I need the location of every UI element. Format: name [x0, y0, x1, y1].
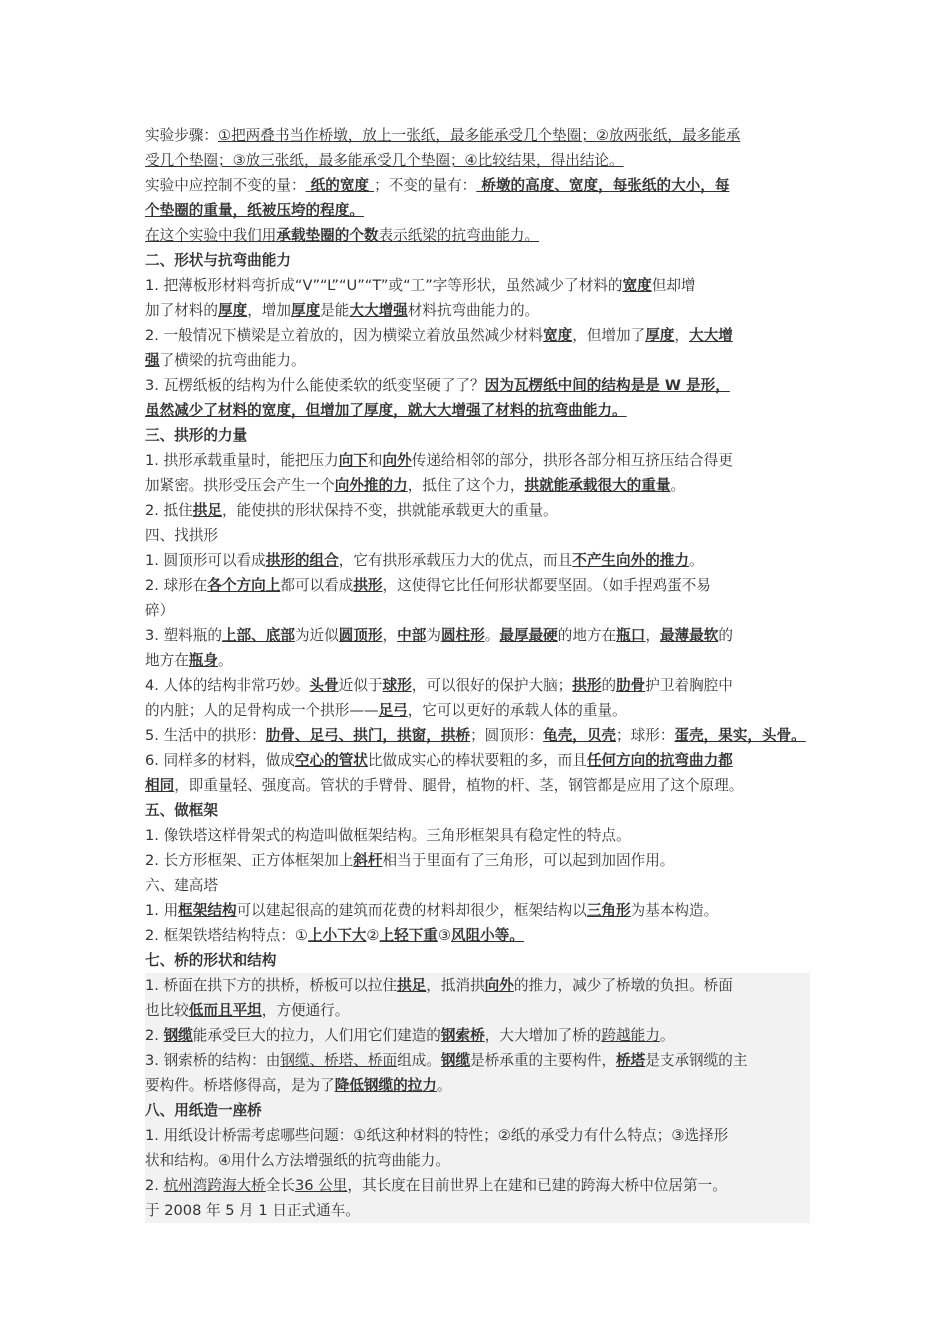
text-run: 钢缆	[440, 1052, 471, 1069]
text-run: 1. 桥面在拱下方的拱桥，桥板可以拉住	[145, 977, 398, 994]
text-line	[145, 523, 810, 548]
text-run: 为基本构造。	[630, 902, 719, 919]
text-run: 拱足	[192, 502, 222, 519]
text-run: 2. 长方形框架、正方体框架加上	[145, 852, 354, 869]
text-line	[145, 298, 810, 323]
text-run: ，	[382, 627, 398, 644]
text-run: 七、桥的形状和结构	[145, 952, 277, 969]
text-run: 任何方向的抗弯曲力都	[586, 752, 733, 769]
text-run: ，	[645, 627, 660, 644]
text-run: 于 2008 年 5 月 1 日正式通车。	[145, 1202, 360, 1219]
text-run: 。	[218, 652, 233, 669]
text-run: 2. 球形在	[145, 577, 208, 594]
text-line	[145, 1098, 810, 1123]
text-line	[145, 448, 810, 473]
text-run: 实验中应控制不变的量：	[145, 177, 306, 194]
text-run: ②	[366, 927, 380, 944]
text-run: 大大增	[689, 327, 733, 344]
text-line	[145, 973, 810, 998]
text-line	[145, 598, 810, 623]
text-run: 1. 圆顶形可以看成	[145, 552, 266, 569]
text-run: 杭州湾跨海大桥	[163, 1177, 266, 1194]
text-run: ，即重量轻、强度高。管状的手臂骨、腿骨，植物的杆、茎，钢管都是应用了这个原理。	[174, 777, 744, 794]
text-line	[145, 923, 810, 948]
text-line	[145, 473, 810, 498]
text-run: 在这个实验中我们用	[145, 227, 277, 244]
text-run: 的内脏；人的足骨构成一个拱形——	[145, 702, 379, 719]
text-run: 为	[426, 627, 441, 644]
text-run: ，抵住了这个力，	[407, 477, 525, 494]
text-run: 2. 一般情况下横梁是立着放的，因为横梁立着放虽然减少材料	[145, 327, 544, 344]
text-run: 拱形	[572, 677, 602, 694]
text-run: ；圆顶形：	[470, 727, 544, 744]
text-run: ，它可以更好的承载人体的重量。	[407, 702, 627, 719]
text-run: ，这使得它比任何形状都要坚固。（如手捏鸡蛋不易	[382, 577, 711, 594]
text-run: 足弓	[378, 702, 408, 719]
text-run: 碎）	[145, 602, 175, 619]
text-run: 桥塔	[616, 1052, 646, 1069]
text-line	[145, 423, 810, 448]
text-run: 跨越能力	[601, 1027, 660, 1044]
text-run: 材料抗弯曲能力的。	[407, 302, 540, 319]
text-run: 1. 用	[145, 902, 179, 919]
text-run: ，抵消拱	[426, 977, 485, 994]
text-run: 厚度	[290, 302, 321, 319]
text-run: 。	[670, 477, 686, 494]
text-line	[145, 1023, 810, 1048]
text-run: 斜杆	[353, 852, 383, 869]
text-run: ，能使拱的形状保持不变，拱就能承载更大的重量。	[221, 502, 558, 519]
text-run: 受几个垫圈；③放三张纸，最多能承受几个垫圈；④比较结果，得出结论。	[145, 152, 624, 169]
text-line	[145, 623, 810, 648]
text-line	[145, 1148, 810, 1173]
text-run: ①把两叠书当作桥墩，放上一张纸，最多能承受几个垫圈；②放两张纸，最多能承	[217, 127, 741, 144]
text-run: 圆顶形	[338, 627, 383, 644]
text-run: 向下	[338, 452, 368, 469]
text-line	[145, 323, 810, 348]
text-run: 三、拱形的力量	[145, 427, 248, 444]
text-run: 桥墩的高度、宽度，每张纸的大小，每	[476, 177, 730, 194]
text-run: 强	[145, 352, 160, 369]
text-run: 实验步骤：	[145, 127, 218, 144]
text-run: ，可以很好的保护大脑；	[411, 677, 573, 694]
text-run: 全长	[265, 1177, 295, 1194]
text-run: 龟壳，贝壳	[543, 727, 617, 744]
text-run: 的地方在	[557, 627, 617, 644]
text-run: 球形	[382, 677, 412, 694]
text-run: 虽然减少了材料的宽度，但增加了厚度，就大大增强了材料的抗弯曲能力。	[145, 402, 627, 419]
text-run: 加紧密。拱形受压会产生一个	[145, 477, 335, 494]
text-run: 都可以看成	[280, 577, 354, 594]
text-run: 向外	[484, 977, 514, 994]
text-line	[145, 173, 810, 198]
text-run: 框架结构	[178, 902, 237, 919]
text-run: 瓶口	[616, 627, 646, 644]
text-run: ，其长度在目前世界上在建和已建的跨海大桥中位居第一。	[347, 1177, 727, 1194]
text-run: 最厚最硬	[499, 627, 558, 644]
text-run: 拱形	[353, 577, 383, 594]
text-run: 2. 框架铁塔结构特点：①	[145, 927, 308, 944]
text-run: 钢缆	[163, 1027, 193, 1044]
text-line	[145, 673, 810, 698]
text-run: ，	[674, 327, 690, 344]
text-line	[145, 223, 810, 248]
text-run: 五、做框架	[145, 802, 218, 819]
text-run: ，方便通行。	[261, 1002, 350, 1019]
text-run: 比做成实心的棒状要粗的多，而且	[367, 752, 587, 769]
text-run: 蛋壳，果实，头骨。	[674, 727, 806, 744]
text-run: 各个方向上	[207, 577, 281, 594]
document-page	[145, 123, 810, 1223]
text-run: 大大增强	[349, 302, 408, 319]
text-run: 护卫着胸腔中	[645, 677, 733, 694]
text-run: 36 公里	[294, 1177, 348, 1194]
text-line	[145, 1173, 810, 1198]
text-run: 要构件。桥塔修得高，是为了	[145, 1077, 335, 1094]
text-run: 八、用纸造一座桥	[145, 1102, 262, 1119]
text-line	[145, 548, 810, 573]
text-run: 组成。	[397, 1052, 441, 1069]
text-run: 地方在	[145, 652, 189, 669]
text-line	[145, 348, 810, 373]
text-run: 1. 像铁塔这样骨架式的构造叫做框架结构。三角形框架具有稳定性的特点。	[145, 827, 631, 844]
text-run: 三角形	[586, 902, 631, 919]
text-run: 能承受巨大的拉力，人们用它们建造的	[192, 1027, 441, 1044]
text-run: 状和结构。④用什么方法增强纸的抗弯曲能力。	[145, 1152, 450, 1169]
text-line	[145, 273, 810, 298]
text-run: 最薄最软	[659, 627, 719, 644]
text-line	[145, 823, 810, 848]
text-run: 肋骨、足弓、拱门，拱窗，拱桥	[265, 727, 471, 744]
text-run: 表示纸梁的抗弯曲能力。	[378, 227, 540, 244]
text-run: 是支承钢缆的主	[645, 1052, 748, 1069]
text-run: 宽度	[543, 327, 573, 344]
text-run: 降低钢缆的拉力	[334, 1077, 437, 1094]
text-run: ；不变的量有：	[374, 177, 477, 194]
text-run: 相当于里面有了三角形，可以起到加固作用。	[382, 852, 675, 869]
text-run: 。	[659, 1027, 675, 1044]
text-run: ，增加	[247, 302, 291, 319]
text-line	[145, 148, 810, 173]
text-line	[145, 1048, 810, 1073]
text-line	[145, 723, 810, 748]
text-run: 。	[484, 627, 500, 644]
text-run: 1. 把薄板形材料弯折成“V”“L”“U”“T”或“工”字等形状，虽然减少了材料的	[145, 277, 623, 294]
text-run: ③	[437, 927, 451, 944]
text-run: 钢索桥	[440, 1027, 485, 1044]
text-run: 上部、底部	[221, 627, 295, 644]
text-run: 向外	[382, 452, 412, 469]
text-line	[145, 398, 810, 423]
text-run: 也比较	[145, 1002, 189, 1019]
text-run: 个垫圈的重量，纸被压垮的程度。	[145, 202, 364, 219]
text-run: 但却增	[651, 277, 696, 294]
text-run: 钢缆、桥塔、桥面	[280, 1052, 398, 1069]
text-run: 2.	[145, 1177, 164, 1194]
text-run: 宽度	[622, 277, 652, 294]
text-run: 2. 抵住	[145, 502, 193, 519]
text-line	[145, 1198, 810, 1223]
text-run: 1. 用纸设计桥需考虑哪些问题：①纸这种材料的特性；②纸的承受力有什么特点；③选择形	[145, 1127, 729, 1144]
text-run: 承载垫圈的个数	[276, 227, 379, 244]
text-run: ，它有拱形承载压力大的优点，而且	[338, 552, 573, 569]
text-run: 上轻下重	[379, 927, 438, 944]
text-run: 为近似	[294, 627, 339, 644]
text-line	[145, 798, 810, 823]
text-run: 3. 钢索桥的结构：由	[145, 1052, 281, 1069]
text-run: 6. 同样多的材料，做成	[145, 752, 295, 769]
text-line	[145, 748, 810, 773]
text-line	[145, 648, 810, 673]
text-line	[145, 573, 810, 598]
text-line	[145, 773, 810, 798]
text-line	[145, 248, 810, 273]
text-run: 的推力，减少了桥墩的负担。桥面	[513, 977, 733, 994]
text-run: 二、形状与抗弯曲能力	[145, 252, 291, 269]
text-run: 拱足	[397, 977, 427, 994]
text-run: 相同	[145, 777, 175, 794]
text-run: 是能	[320, 302, 350, 319]
text-run: ，大大增加了桥的	[484, 1027, 602, 1044]
text-run: 纸的宽度	[305, 177, 375, 194]
text-run: 肋骨	[616, 677, 646, 694]
text-line	[145, 498, 810, 523]
text-run: 六、建高塔	[145, 877, 218, 894]
text-run: 因为瓦楞纸中间的结构是是 W 是形，	[484, 377, 730, 394]
text-run: 的	[601, 677, 617, 694]
text-run: 中部	[397, 627, 427, 644]
text-run: 拱就能承载很大的重量	[524, 477, 671, 494]
text-run: 近似于	[338, 677, 383, 694]
text-run: 圆柱形	[440, 627, 485, 644]
text-run: 不产生向外的推力	[572, 552, 689, 569]
text-line	[145, 373, 810, 398]
text-line	[145, 698, 810, 723]
text-run: 和	[367, 452, 383, 469]
text-run: 4. 人体的结构非常巧妙。	[145, 677, 310, 694]
text-run: 四、找拱形	[145, 527, 218, 544]
text-run: 加了材料的	[145, 302, 218, 319]
text-line	[145, 998, 810, 1023]
text-run: 拱形的组合	[265, 552, 339, 569]
text-run: 的	[718, 627, 733, 644]
text-line	[145, 123, 810, 148]
text-run: 5. 生活中的拱形：	[145, 727, 266, 744]
text-run: 。	[436, 1077, 452, 1094]
text-run: 可以建起很高的建筑而花费的材料却很少，框架结构以	[236, 902, 587, 919]
text-run: 瓶身	[188, 652, 218, 669]
text-line	[145, 873, 810, 898]
text-run: 低而且平坦	[188, 1002, 262, 1019]
text-run: 了横梁的抗弯曲能力。	[159, 352, 306, 369]
text-run: 是桥承重的主要构件，	[470, 1052, 617, 1069]
text-run: 头骨	[309, 677, 339, 694]
text-run: 向外推的力	[334, 477, 408, 494]
text-run: 2.	[145, 1027, 164, 1044]
text-run: 厚度	[645, 327, 675, 344]
text-run: ，但增加了	[572, 327, 646, 344]
text-run: 3. 瓦楞纸板的结构为什么能使柔软的纸变坚硬了了？	[145, 377, 485, 394]
text-line	[145, 198, 810, 223]
text-run: 风阻小等。	[450, 927, 524, 944]
text-line	[145, 848, 810, 873]
text-run: 上小下大	[308, 927, 367, 944]
text-line	[145, 1123, 810, 1148]
text-run: 传递给相邻的部分，拱形各部分相互挤压结合得更	[411, 452, 733, 469]
text-run: ；球形：	[616, 727, 675, 744]
text-run: 。	[689, 552, 704, 569]
text-run: 3. 塑料瓶的	[145, 627, 222, 644]
text-run: 空心的管状	[294, 752, 368, 769]
text-run: 厚度	[217, 302, 248, 319]
text-line	[145, 898, 810, 923]
text-line	[145, 1073, 810, 1098]
text-run: 1. 拱形承载重量时，能把压力	[145, 452, 339, 469]
text-line	[145, 948, 810, 973]
